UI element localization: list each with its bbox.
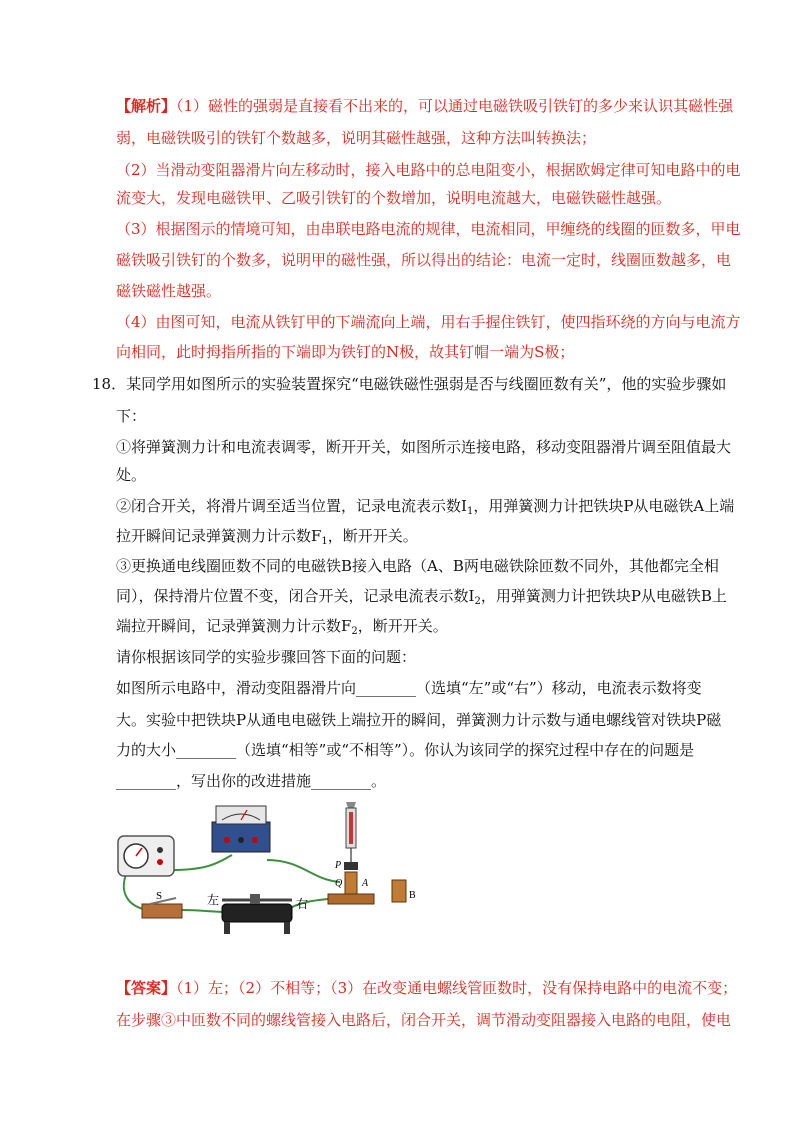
question-line-2: 下： [116, 407, 147, 425]
analysis-line-5: （3）根据图示的情境可知，由串联电路电流的规律，电流相同，甲缠绕的线圈的匝数多，甲电 [116, 220, 741, 238]
step2-text-a: ②闭合开关，将滑片调至适当位置，记录电流表示数I [116, 497, 467, 515]
rheostat [222, 894, 292, 934]
meter-box [212, 806, 270, 852]
question-line-5 [116, 496, 734, 516]
step2-text-c: 拉开瞬间记录弹簧测力计示数F [116, 527, 322, 545]
analysis-line-1 [116, 96, 733, 116]
question-text-1: 某同学用如图所示的实验装置探究“电磁铁磁性强弱是否与线圈匝数有关”，他的实验步骤如 [126, 375, 727, 393]
wire-3 [182, 910, 227, 912]
subscript-f1: 1 [321, 536, 328, 547]
question-line-13: 力的大小________（选填“相等”或“不相等”）。你认为该同学的探究过程中存在的问题是 [116, 741, 695, 759]
step3-text-a: 同），保持滑片位置不变，闭合开关，记录电流表示数I [116, 587, 475, 605]
question-line-10: 请你根据该同学的实验步骤回答下面的问题： [116, 648, 417, 666]
electromagnet-b [392, 880, 406, 902]
step2-text-b: ，用弹簧测力计把铁块P从电磁铁A上端 [473, 497, 735, 515]
spring-scale [346, 802, 356, 862]
analysis-text-1: （1）磁性的强弱是直接看不出来的，可以通过电磁铁吸引铁钉的多少来认识其磁性强 [176, 97, 734, 115]
question-line-9 [116, 616, 448, 636]
label-a: A [362, 878, 369, 889]
question-line-4: 处。 [116, 466, 147, 484]
question-line-14: ________，写出你的改进措施________。 [116, 772, 387, 790]
question-line-7: ③更换通电线圈匝数不同的电磁铁B接入电路（A、B两电磁铁除匝数不同外，其他都完全相 [116, 557, 719, 575]
step3-text-b: ，用弹簧测力计把铁块P从电磁铁B上 [480, 587, 727, 605]
label-b: B [409, 890, 416, 901]
answer-text-1: （1）左；（2）不相等；（3）在改变通电螺线管匝数时，没有保持电路中的电流不变； [176, 979, 738, 997]
analysis-line-4: 流变大，发现电磁铁甲、乙吸引铁钉的个数增加，说明电流越大，电磁铁磁性越强。 [116, 189, 672, 207]
question-line-11: 如图所示电路中，滑动变阻器滑片向________（选填“左”或“右”）移动，电流表示数将变 [116, 679, 702, 697]
answer-line-1 [116, 978, 737, 998]
subscript-i1: 1 [466, 506, 474, 517]
analysis-line-6: 磁铁吸引铁钉的个数多，说明甲的磁性强，所以得出的结论：电流一定时，线圈匝数越多，电 [116, 251, 732, 269]
subscript-f2: 2 [351, 626, 358, 637]
experiment-figure [112, 800, 422, 950]
circuit-illustration [112, 800, 422, 950]
analysis-line-9: 向相同，此时拇指所指的下端即为铁钉的N极，故其钉帽一端为S极； [116, 343, 575, 361]
label-left: 左 [207, 893, 220, 907]
wire-5 [267, 860, 340, 882]
analysis-line-2: 弱，电磁铁吸引的铁钉个数越多，说明其磁性越强，这种方法叫转换法； [116, 129, 597, 147]
question-number: 18． [92, 375, 127, 393]
step3-text-c: 端拉开瞬间，记录弹簧测力计示数F [116, 617, 352, 635]
analysis-tag: 【解析】 [116, 97, 177, 115]
analysis-line-8: （4）由图可知，电流从铁钉甲的下端流向上端，用右手握住铁钉，使四指环绕的方向与电流方 [116, 313, 741, 331]
label-s: S [156, 890, 163, 902]
answer-line-2: 在步骤③中匝数不同的螺线管接入电路后，闭合开关，调节滑动变阻器接入电路的电阻，使电 [116, 1011, 732, 1029]
label-q: Q [335, 878, 343, 889]
label-right: 右 [296, 897, 309, 911]
step2-text-d: ，断开开关。 [327, 527, 418, 545]
question-line-3: ①将弹簧测力计和电流表调零，断开开关，如图所示连接电路，移动变阻器滑片调至阻值最大 [116, 438, 732, 456]
analysis-line-7: 磁铁磁性越强。 [116, 282, 222, 300]
step3-text-d: ，断开开关。 [357, 617, 448, 635]
question-line-6 [116, 526, 418, 546]
question-line-1 [92, 374, 726, 394]
label-p: P [335, 860, 342, 871]
question-line-8 [116, 586, 727, 606]
wire-1 [172, 855, 232, 870]
question-line-12: 大。实验中把铁块P从通电电磁铁上端拉开的瞬间，弹簧测力计示数与通电螺线管对铁块P磁 [116, 711, 722, 729]
ammeter [118, 836, 174, 876]
answer-tag: 【答案】 [116, 979, 177, 997]
analysis-line-3: （2）当滑动变阻器滑片向左移动时，接入电路中的总电阻变小，根据欧姆定律可知电路中的电 [116, 161, 741, 179]
subscript-i2: 2 [474, 596, 481, 607]
